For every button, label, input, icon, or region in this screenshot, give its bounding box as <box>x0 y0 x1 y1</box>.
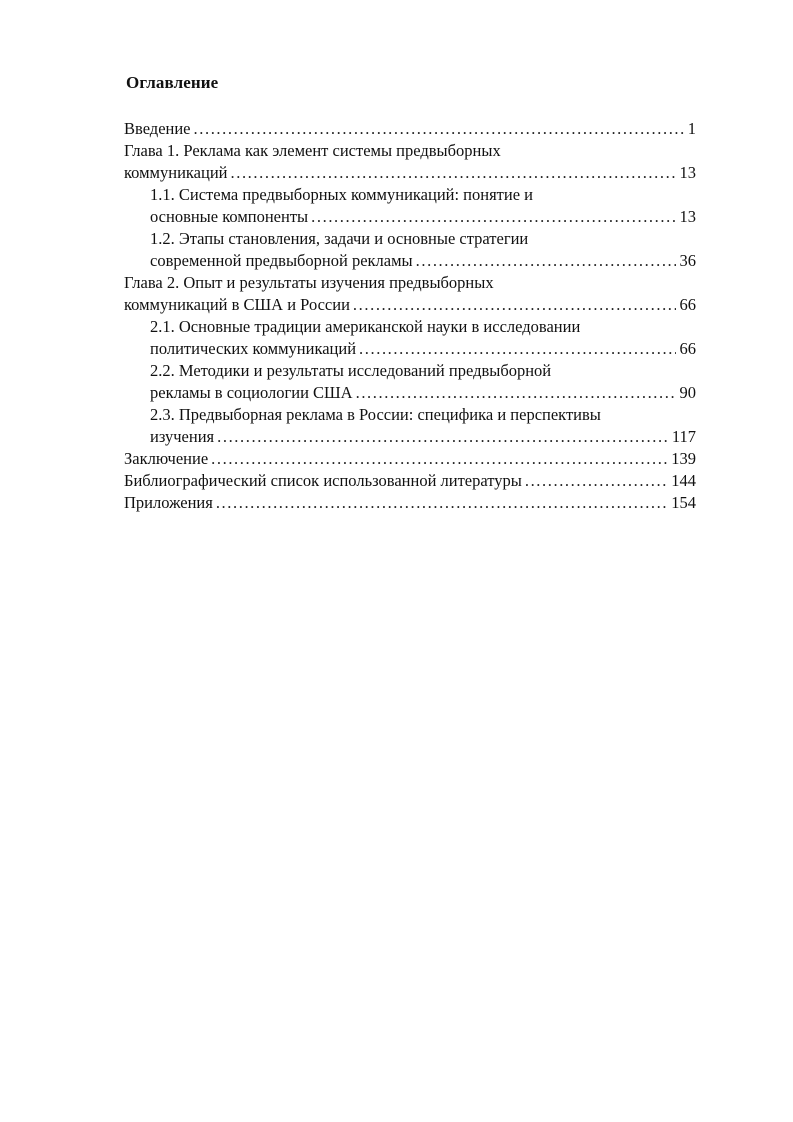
toc-entry-title: Библиографический список использованной литературы <box>124 471 522 490</box>
toc-entry-title: основные компоненты <box>150 207 309 226</box>
toc-entry-title-line: 2.1. Основные традиции американской науки в исследовании <box>150 317 581 336</box>
toc-entry-section-2-3[interactable] <box>124 404 696 448</box>
leader-dots <box>216 492 667 514</box>
toc-entry-title: коммуникаций в США и России <box>124 295 350 314</box>
toc-entry-section-1-2[interactable] <box>124 228 696 272</box>
toc-entry-title: политических коммуникаций <box>150 339 357 358</box>
toc-page-number: 66 <box>679 339 696 358</box>
toc-entry-title-line: Глава 1. Реклама как элемент системы предвыборных <box>124 141 501 160</box>
leader-dots <box>194 118 684 140</box>
toc-entry-line <box>124 118 696 140</box>
toc-entry-title-line: 2.3. Предвыборная реклама в России: специфика и перспективы <box>150 405 601 424</box>
leader-dots <box>353 294 676 316</box>
toc-entry-title: Введение <box>124 119 191 138</box>
leader-dots <box>525 470 667 492</box>
leader-dots <box>359 338 675 360</box>
toc-page-number: 66 <box>679 295 696 314</box>
leader-dots <box>311 206 675 228</box>
leader-dots <box>211 448 667 470</box>
toc-entry-title-line: 1.1. Система предвыборных коммуникаций: понятие и <box>150 185 534 204</box>
page-title: Оглавление <box>126 73 219 92</box>
toc-entry-bibliography[interactable] <box>124 470 696 492</box>
toc-entry-line <box>150 206 696 228</box>
toc-entry-line <box>124 492 696 514</box>
toc-page-number: 117 <box>671 427 696 446</box>
toc-page-number: 36 <box>679 251 696 270</box>
toc-page-number: 1 <box>687 119 696 138</box>
leader-dots <box>356 382 676 404</box>
toc-entry-title-line: Глава 2. Опыт и результаты изучения предвыборных <box>124 273 494 292</box>
toc-entry-title-line: 1.2. Этапы становления, задачи и основные стратегии <box>150 229 529 248</box>
toc-page-number: 13 <box>679 207 696 226</box>
toc-entry-intro[interactable] <box>124 118 696 140</box>
toc-entry-line <box>124 470 696 492</box>
toc-entry-conclusion[interactable] <box>124 448 696 470</box>
toc-entry-line <box>150 426 696 448</box>
toc-entry-line <box>124 448 696 470</box>
toc-entry-line <box>150 250 696 272</box>
toc-entry-line <box>124 294 696 316</box>
toc-page-number: 13 <box>679 163 696 182</box>
toc-entry-title: Заключение <box>124 449 209 468</box>
toc-entry-chapter-2[interactable] <box>124 272 696 316</box>
toc-entry-section-2-1[interactable] <box>124 316 696 360</box>
leader-dots <box>217 426 668 448</box>
toc-entry-title: рекламы в социологии США <box>150 383 353 402</box>
toc-entry-chapter-1[interactable] <box>124 140 696 184</box>
leader-dots <box>416 250 676 272</box>
toc-page-number: 144 <box>671 471 696 490</box>
toc-entry-line <box>150 382 696 404</box>
table-of-contents <box>124 118 696 514</box>
leader-dots <box>231 162 676 184</box>
toc-entry-title-line: 2.2. Методики и результаты исследований предвыборной <box>150 361 552 380</box>
toc-entry-title: современной предвыборной рекламы <box>150 251 413 270</box>
toc-entry-section-1-1[interactable] <box>124 184 696 228</box>
toc-page-number: 90 <box>679 383 696 402</box>
toc-entry-title: коммуникаций <box>124 163 228 182</box>
toc-page-number: 154 <box>671 493 696 512</box>
toc-entry-title: Приложения <box>124 493 213 512</box>
toc-entry-line <box>150 338 696 360</box>
toc-entry-section-2-2[interactable] <box>124 360 696 404</box>
toc-entry-appendices[interactable] <box>124 492 696 514</box>
toc-entry-line <box>124 162 696 184</box>
toc-entry-title: изучения <box>150 427 215 446</box>
toc-page-number: 139 <box>671 449 696 468</box>
